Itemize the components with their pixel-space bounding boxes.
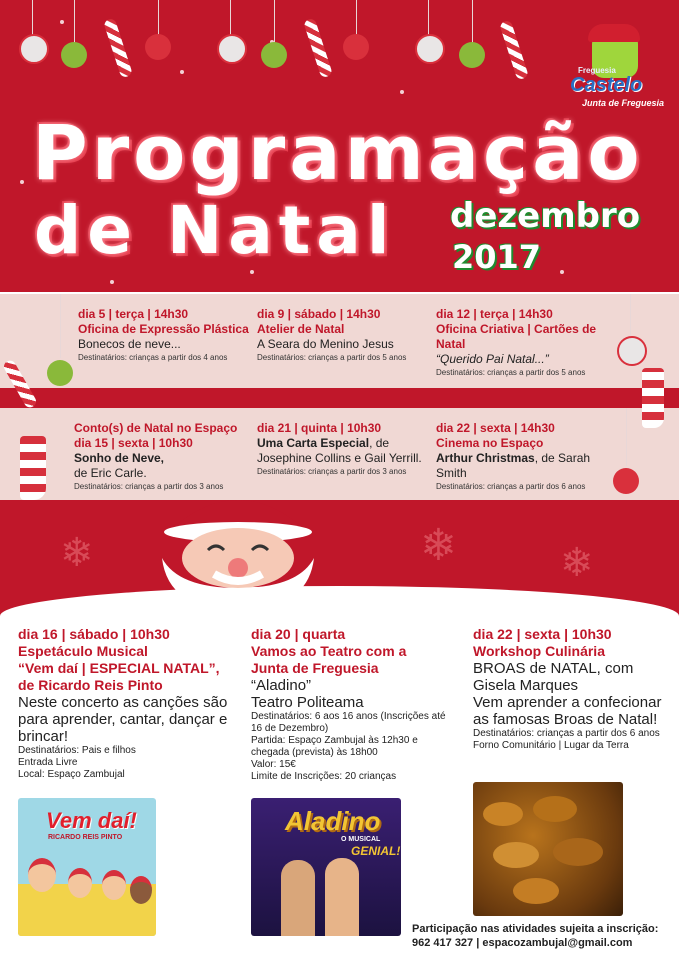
ornament-icon — [459, 42, 485, 68]
ornament-string — [230, 0, 231, 36]
ornament-icon — [47, 360, 73, 386]
snowflake-icon: ❄ — [60, 531, 94, 575]
event-audience: Destinatários: crianças a partir dos 5 anos — [257, 353, 407, 362]
event-date: dia 22 | sexta | 14h30 — [436, 421, 555, 435]
event-body: BROAS de NATAL, com Gisela Marques — [473, 660, 634, 694]
snow-dot — [400, 90, 404, 94]
ornament-string — [626, 408, 627, 466]
snow-ground — [0, 586, 679, 620]
broa-icon — [483, 802, 523, 826]
candy-cane-icon — [499, 20, 529, 81]
event-body: Neste concerto as canções são para aprender, cantar, dançar e brincar! — [18, 694, 228, 745]
santa-face-icon — [148, 488, 328, 612]
event-title: Workshop Culinária — [473, 643, 605, 659]
logo-subtitle: Junta de Freguesia — [582, 98, 665, 108]
event-title: Conto(s) de Natal no Espaço — [74, 421, 238, 435]
stocking-icon — [642, 368, 664, 428]
event-card — [257, 421, 429, 477]
event-audience: Destinatários: crianças a partir dos 6 anos — [436, 482, 586, 491]
event-date: dia 5 | terça | 14h30 — [78, 307, 189, 321]
ornament-string — [428, 0, 429, 36]
ornament-icon — [19, 34, 49, 64]
event-departure: Partida: Espaço Zambujal às 12h30 e chegada (prevista) às 18h00 — [251, 735, 418, 758]
event-title: Vamos ao Teatro com a — [251, 643, 407, 659]
album-title: Vem daí! — [46, 808, 137, 833]
event-body: Vem aprender a confecionar as famosas Broas de Natal! — [473, 694, 662, 728]
event-title: Junta de Freguesia — [251, 660, 379, 676]
poster-tag: GENIAL! — [351, 844, 401, 858]
event-audience: Destinatários: Pais e filhos — [18, 745, 136, 756]
event-desc-bold: Uma Carta Especial — [257, 436, 370, 450]
header-banner — [0, 0, 679, 292]
band-separator — [0, 388, 679, 408]
logo-small-text: Freguesia — [578, 66, 616, 75]
event-entry: Entrada Livre — [18, 757, 78, 768]
santa-banner — [0, 500, 679, 620]
event-date: dia 9 | sábado | 14h30 — [257, 307, 381, 321]
event-desc-bold: Arthur Christmas — [436, 451, 535, 465]
event-date: dia 12 | terça | 14h30 — [436, 307, 553, 321]
event-date: dia 20 | quarta — [251, 626, 346, 642]
page-title-line1: Programação — [32, 108, 644, 197]
broa-icon — [553, 838, 603, 866]
vem-dai-album-cover — [18, 798, 156, 936]
ornament-icon — [617, 336, 647, 366]
event-venue: Teatro Politeama — [251, 694, 364, 711]
event-price: Valor: 15€ — [251, 759, 296, 770]
ornament-icon — [613, 468, 639, 494]
actress-figure-icon — [325, 858, 359, 936]
year-label: 2017 — [452, 238, 542, 276]
event-audience: Destinatários: crianças a partir dos 6 anos — [473, 728, 660, 739]
event-date: dia 22 | sexta | 10h30 — [473, 626, 612, 642]
broa-icon — [533, 796, 577, 822]
event-audience: Destinatários: crianças a partir dos 3 anos — [74, 482, 224, 491]
actor-figure-icon — [281, 860, 315, 936]
ornament-string — [158, 0, 159, 36]
child-icon — [68, 868, 92, 898]
castelo-logo — [568, 24, 668, 110]
event-desc: , de Sarah Smith — [436, 451, 591, 480]
candy-cane-icon — [303, 18, 333, 79]
event-column-2 — [251, 626, 451, 783]
ornament-icon — [343, 34, 369, 60]
broa-icon — [493, 842, 539, 868]
event-desc: Bonecos de neve... — [78, 337, 181, 351]
child-icon — [28, 858, 56, 892]
ornament-string — [356, 0, 357, 36]
snow-dot — [250, 270, 254, 274]
ornament-icon — [261, 42, 287, 68]
ornament-icon — [217, 34, 247, 64]
event-date: dia 21 | quinta | 10h30 — [257, 421, 382, 435]
event-desc: “Querido Pai Natal...” — [436, 352, 549, 366]
page-title-line2: de Natal — [34, 192, 396, 269]
event-desc: de Eric Carle. — [74, 466, 147, 480]
ornament-string — [74, 0, 75, 44]
event-audience: Destinatários: 6 aos 16 anos (Inscrições até 16 de Dezembro) — [251, 711, 446, 734]
event-audience: Destinatários: crianças a partir dos 3 anos — [257, 467, 407, 476]
event-date: dia 15 | sexta | 10h30 — [74, 436, 193, 450]
broa-icon — [513, 878, 559, 904]
event-title: Oficina de Expressão Plástica — [78, 322, 249, 336]
event-place: Forno Comunitário | Lugar da Terra — [473, 740, 629, 751]
ornament-string — [274, 0, 275, 44]
ornament-string — [630, 294, 631, 336]
event-place: Local: Espaço Zambujal — [18, 769, 125, 780]
poster-sub: O MUSICAL — [341, 836, 381, 843]
event-card — [78, 307, 250, 363]
child-icon — [130, 876, 152, 904]
broas-photo — [473, 782, 623, 916]
snow-dot — [560, 270, 564, 274]
poster-title: Aladino — [285, 806, 381, 836]
event-title: Espetáculo Musical — [18, 643, 148, 659]
event-card — [436, 421, 606, 492]
stocking-icon — [20, 436, 46, 500]
event-card — [257, 307, 429, 363]
ornament-icon — [145, 34, 171, 60]
snow-dot — [60, 20, 64, 24]
event-audience: Destinatários: crianças a partir dos 4 anos — [78, 353, 228, 362]
event-column-3 — [473, 626, 677, 752]
event-card — [74, 421, 252, 492]
ornament-string — [32, 0, 33, 36]
event-card — [436, 307, 606, 378]
ornament-icon — [415, 34, 445, 64]
ornament-string — [472, 0, 473, 44]
ornament-string — [60, 294, 61, 358]
snowflake-icon: ❄ — [560, 541, 594, 585]
snow-dot — [20, 180, 24, 184]
event-desc: A Seara do Menino Jesus — [257, 337, 394, 351]
event-title: Cinema no Espaço — [436, 436, 544, 450]
event-title: Atelier de Natal — [257, 322, 345, 336]
event-title: “Vem daí | ESPECIAL NATAL”, — [18, 660, 220, 676]
aladino-poster — [251, 798, 401, 936]
event-audience: Destinatários: crianças a partir dos 5 anos — [436, 368, 586, 377]
event-desc: , de Josephine Collins e Gail Yerrill. — [257, 436, 422, 465]
logo-name: Castelo — [570, 74, 643, 96]
event-date: dia 16 | sábado | 10h30 — [18, 626, 170, 642]
event-desc-bold: Sonho de Neve, — [74, 451, 165, 465]
snow-dot — [110, 280, 114, 284]
event-title: de Ricardo Reis Pinto — [18, 677, 163, 693]
album-artist: RICARDO REIS PINTO — [48, 834, 123, 841]
footer-line1: Participação nas atividades sujeita a inscrição: — [412, 923, 659, 935]
month-label: dezembro — [450, 196, 641, 236]
event-title: Oficina Criativa | Cartões de Natal — [436, 322, 597, 351]
event-limit: Limite de Inscrições: 20 crianças — [251, 771, 397, 782]
santa-hat-icon — [588, 24, 640, 42]
candy-cane-icon — [103, 18, 133, 79]
event-column-1 — [18, 626, 244, 781]
event-show: “Aladino” — [251, 677, 312, 694]
snow-dot — [180, 70, 184, 74]
registration-footer — [412, 922, 658, 950]
footer-contact: 962 417 327 | espacozambujal@gmail.com — [412, 937, 633, 949]
snowflake-icon: ❄ — [420, 521, 457, 570]
ornament-icon — [61, 42, 87, 68]
child-icon — [102, 870, 126, 900]
